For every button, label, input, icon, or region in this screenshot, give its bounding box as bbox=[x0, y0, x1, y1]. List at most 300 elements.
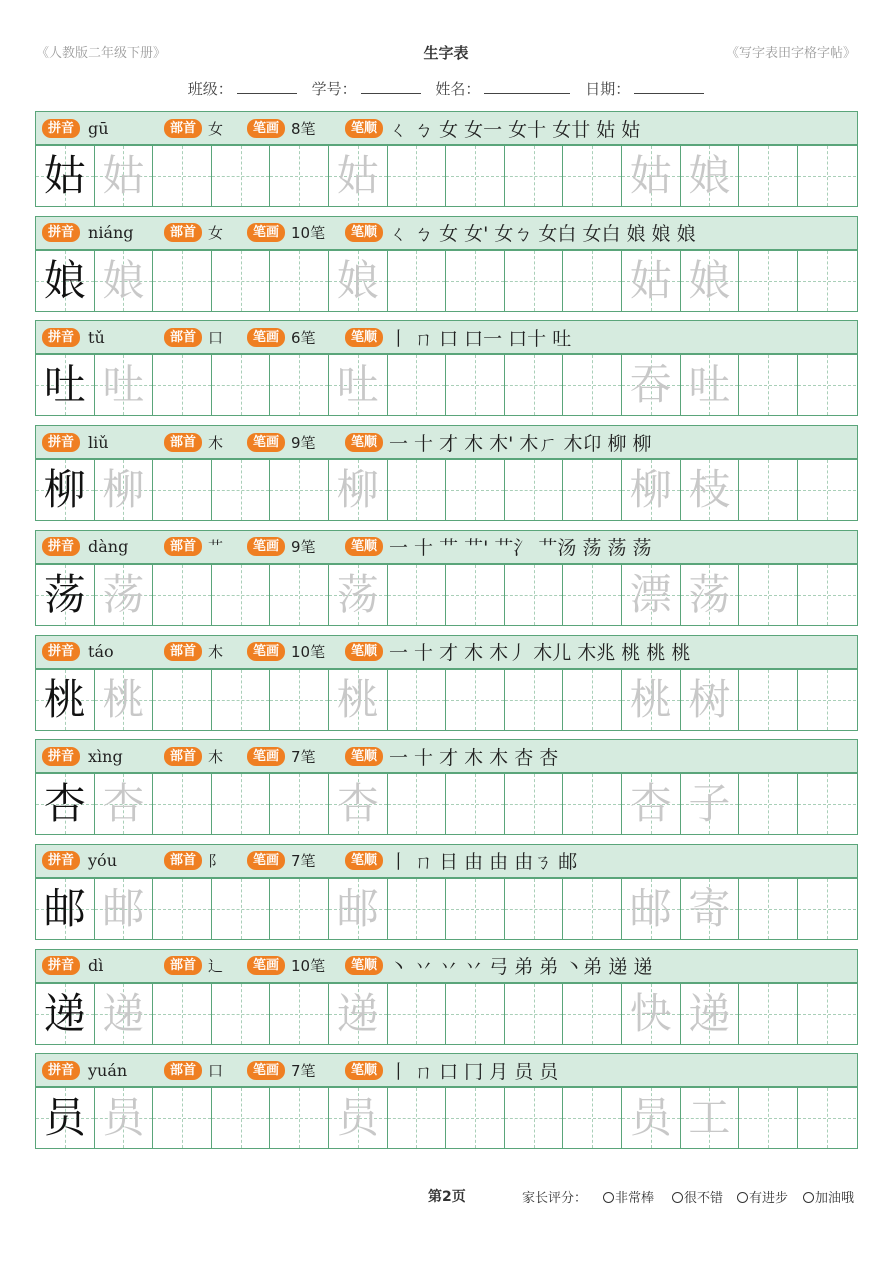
trace-word-char: 娘 bbox=[688, 151, 731, 200]
writing-cell[interactable] bbox=[36, 1088, 95, 1148]
writing-cell[interactable] bbox=[446, 984, 505, 1044]
writing-cell[interactable] bbox=[212, 984, 271, 1044]
stroke-order-value: 一 十 才 木 木' 木ㄏ 木卬 柳 柳 bbox=[389, 432, 652, 455]
writing-cell[interactable] bbox=[388, 251, 447, 311]
character-entry bbox=[35, 425, 858, 521]
date-field[interactable] bbox=[585, 80, 704, 98]
writing-cell[interactable] bbox=[681, 355, 740, 415]
pinyin-value: niáng bbox=[88, 223, 134, 243]
pinyin-value: yóu bbox=[88, 851, 117, 871]
writing-cell[interactable] bbox=[798, 565, 857, 625]
writing-cell[interactable] bbox=[36, 251, 95, 311]
parent-eval-label: 家长评分： bbox=[522, 1191, 588, 1206]
writing-cell[interactable] bbox=[798, 670, 857, 730]
stroke-order-value: 丨 ㄇ 口 冂 月 员 员 bbox=[389, 1060, 559, 1083]
writing-cell[interactable] bbox=[739, 355, 798, 415]
trace-character: 递 bbox=[336, 988, 379, 1038]
writing-cell[interactable] bbox=[212, 460, 271, 520]
writing-cell[interactable] bbox=[153, 565, 212, 625]
writing-cell[interactable] bbox=[329, 984, 388, 1044]
writing-cell[interactable] bbox=[95, 879, 154, 939]
pinyin-value: dì bbox=[88, 956, 104, 976]
strokes-tag: 笔画 bbox=[247, 1061, 285, 1080]
writing-cell[interactable] bbox=[563, 565, 622, 625]
radical-tag: 部首 bbox=[164, 956, 202, 975]
character-entry bbox=[35, 949, 858, 1045]
strokes-tag: 笔画 bbox=[247, 851, 285, 870]
pinyin-tag: 拼音 bbox=[42, 328, 80, 347]
strokes-segment bbox=[247, 531, 316, 563]
writing-cell[interactable] bbox=[798, 355, 857, 415]
radio-circle-icon[interactable] bbox=[803, 1192, 814, 1203]
writing-cell[interactable] bbox=[563, 146, 622, 206]
writing-cell[interactable] bbox=[622, 670, 681, 730]
info-bar bbox=[35, 635, 858, 669]
trace-character: 员 bbox=[102, 1093, 145, 1143]
pinyin-segment bbox=[42, 217, 134, 249]
eval-option-improved[interactable] bbox=[737, 1187, 788, 1206]
info-bar bbox=[35, 949, 858, 983]
strokes-segment bbox=[247, 321, 316, 353]
trace-word-char: 荡 bbox=[688, 569, 731, 619]
eval-option-label: 加油哦 bbox=[815, 1191, 855, 1206]
writing-cell[interactable] bbox=[270, 670, 329, 730]
writing-cell[interactable] bbox=[388, 1088, 447, 1148]
writing-cell[interactable] bbox=[739, 460, 798, 520]
trace-character: 吐 bbox=[102, 360, 145, 410]
writing-grid bbox=[35, 354, 858, 416]
trace-character: 娘 bbox=[102, 255, 145, 305]
writing-cell[interactable] bbox=[388, 879, 447, 939]
writing-cell[interactable] bbox=[329, 146, 388, 206]
trace-character: 递 bbox=[102, 988, 145, 1038]
pinyin-value: táo bbox=[88, 642, 114, 661]
writing-cell[interactable] bbox=[622, 1088, 681, 1148]
writing-cell[interactable] bbox=[36, 670, 95, 730]
trace-character: 娘 bbox=[336, 255, 379, 305]
writing-cell[interactable] bbox=[95, 146, 154, 206]
writing-cell[interactable] bbox=[739, 670, 798, 730]
strokes-value: 10笔 bbox=[291, 957, 326, 976]
stroke-order-segment bbox=[345, 217, 696, 249]
class-field[interactable] bbox=[188, 80, 297, 98]
writing-cell[interactable] bbox=[212, 879, 271, 939]
eval-option-good[interactable] bbox=[672, 1187, 723, 1206]
strokes-tag: 笔画 bbox=[247, 433, 285, 452]
trace-word-char: 递 bbox=[688, 988, 731, 1038]
writing-cell[interactable] bbox=[563, 670, 622, 730]
model-character: 姑 bbox=[43, 151, 86, 200]
pinyin-tag: 拼音 bbox=[42, 537, 80, 556]
writing-cell[interactable] bbox=[798, 984, 857, 1044]
eval-option-keep-going[interactable] bbox=[803, 1187, 854, 1206]
writing-cell[interactable] bbox=[798, 774, 857, 834]
writing-cell[interactable] bbox=[563, 984, 622, 1044]
book-title: 《人教版二年级下册》 bbox=[36, 46, 167, 61]
radical-segment bbox=[164, 217, 223, 249]
writing-cell[interactable] bbox=[270, 879, 329, 939]
writing-cell[interactable] bbox=[95, 460, 154, 520]
page-title: 生字表 bbox=[423, 44, 469, 62]
strokes-tag: 笔画 bbox=[247, 119, 285, 138]
pinyin-tag: 拼音 bbox=[42, 223, 80, 242]
pinyin-tag: 拼音 bbox=[42, 433, 80, 452]
trace-word-char: 工 bbox=[688, 1093, 731, 1143]
writing-cell[interactable] bbox=[153, 1088, 212, 1148]
writing-cell[interactable] bbox=[36, 355, 95, 415]
page-number: 第2页 bbox=[428, 1189, 466, 1205]
stroke-order-value: 丨 ㄇ 日 由 由 由ㄋ 邮 bbox=[389, 851, 578, 874]
trace-word-char: 杏 bbox=[629, 779, 672, 829]
eval-option-excellent[interactable] bbox=[603, 1187, 654, 1206]
trace-word-char: 娘 bbox=[688, 255, 731, 305]
pinyin-value: liǔ bbox=[88, 432, 109, 452]
info-bar bbox=[35, 1053, 858, 1087]
strokes-segment bbox=[247, 112, 316, 144]
stroke-order-value: 丶 丷 丷 丷 弓 弟 弟 丶弟 递 递 bbox=[389, 956, 653, 979]
writing-cell[interactable] bbox=[622, 879, 681, 939]
trace-character: 柳 bbox=[102, 465, 145, 515]
pinyin-value: dàng bbox=[88, 537, 129, 557]
writing-cell[interactable] bbox=[622, 251, 681, 311]
writing-cell[interactable] bbox=[681, 251, 740, 311]
writing-grid bbox=[35, 1087, 858, 1149]
writing-cell[interactable] bbox=[388, 146, 447, 206]
info-bar bbox=[35, 425, 858, 459]
character-entry bbox=[35, 320, 858, 416]
writing-cell[interactable] bbox=[505, 460, 564, 520]
strokes-segment bbox=[247, 1054, 316, 1086]
writing-cell[interactable] bbox=[270, 774, 329, 834]
writing-cell[interactable] bbox=[388, 565, 447, 625]
writing-cell[interactable] bbox=[270, 984, 329, 1044]
pinyin-tag: 拼音 bbox=[42, 747, 80, 766]
pinyin-segment bbox=[42, 531, 128, 563]
trace-character: 荡 bbox=[336, 569, 379, 619]
writing-cell[interactable] bbox=[505, 565, 564, 625]
writing-cell[interactable] bbox=[153, 670, 212, 730]
writing-grid bbox=[35, 669, 858, 731]
writing-cell[interactable] bbox=[798, 879, 857, 939]
writing-cell[interactable] bbox=[36, 879, 95, 939]
writing-cell[interactable] bbox=[95, 1088, 154, 1148]
pinyin-value: xìng bbox=[88, 746, 123, 766]
writing-cell[interactable] bbox=[95, 984, 154, 1044]
trace-character: 杏 bbox=[102, 779, 145, 829]
writing-cell[interactable] bbox=[446, 355, 505, 415]
trace-character: 员 bbox=[336, 1093, 379, 1143]
character-entry bbox=[35, 635, 858, 731]
strokes-value: 8笔 bbox=[291, 119, 316, 138]
radical-value: 阝 bbox=[208, 852, 224, 871]
radical-value: 女 bbox=[208, 224, 224, 243]
writing-cell[interactable] bbox=[681, 460, 740, 520]
strokes-tag: 笔画 bbox=[247, 537, 285, 556]
model-character: 吐 bbox=[43, 360, 86, 410]
stroke-order-tag: 笔顺 bbox=[345, 119, 383, 138]
writing-cell[interactable] bbox=[388, 460, 447, 520]
radical-tag: 部首 bbox=[164, 1061, 202, 1080]
writing-cell[interactable] bbox=[622, 355, 681, 415]
writing-cell[interactable] bbox=[212, 251, 271, 311]
radical-segment bbox=[164, 1054, 223, 1086]
trace-character: 桃 bbox=[102, 674, 145, 724]
writing-cell[interactable] bbox=[270, 460, 329, 520]
writing-cell[interactable] bbox=[329, 879, 388, 939]
writing-grid bbox=[35, 564, 858, 626]
writing-cell[interactable] bbox=[95, 565, 154, 625]
writing-cell[interactable] bbox=[681, 565, 740, 625]
date-label: 日期： bbox=[585, 80, 631, 98]
writing-cell[interactable] bbox=[505, 1088, 564, 1148]
radical-value: 口 bbox=[208, 1061, 224, 1080]
name-field[interactable] bbox=[435, 80, 570, 98]
writing-cell[interactable] bbox=[622, 460, 681, 520]
writing-cell[interactable] bbox=[212, 146, 271, 206]
writing-cell[interactable] bbox=[153, 355, 212, 415]
stroke-order-segment bbox=[345, 321, 571, 353]
writing-cell[interactable] bbox=[505, 984, 564, 1044]
writing-cell[interactable] bbox=[329, 355, 388, 415]
writing-cell[interactable] bbox=[446, 146, 505, 206]
radical-tag: 部首 bbox=[164, 433, 202, 452]
class-blank[interactable] bbox=[237, 79, 297, 94]
writing-cell[interactable] bbox=[95, 251, 154, 311]
radical-segment bbox=[164, 636, 223, 668]
writing-cell[interactable] bbox=[36, 984, 95, 1044]
writing-cell[interactable] bbox=[388, 355, 447, 415]
writing-cell[interactable] bbox=[36, 460, 95, 520]
number-field[interactable] bbox=[312, 80, 421, 98]
date-blank[interactable] bbox=[634, 79, 704, 94]
info-bar bbox=[35, 530, 858, 564]
writing-cell[interactable] bbox=[329, 460, 388, 520]
radical-tag: 部首 bbox=[164, 747, 202, 766]
writing-cell[interactable] bbox=[622, 984, 681, 1044]
writing-cell[interactable] bbox=[212, 1088, 271, 1148]
writing-cell[interactable] bbox=[505, 670, 564, 730]
writing-cell[interactable] bbox=[270, 565, 329, 625]
stroke-order-tag: 笔顺 bbox=[345, 642, 383, 661]
writing-cell[interactable] bbox=[505, 251, 564, 311]
writing-cell[interactable] bbox=[446, 774, 505, 834]
stroke-order-segment bbox=[345, 531, 652, 563]
writing-cell[interactable] bbox=[212, 774, 271, 834]
writing-cell[interactable] bbox=[446, 1088, 505, 1148]
trace-character: 杏 bbox=[336, 779, 379, 829]
character-entry bbox=[35, 216, 858, 312]
trace-word-char: 桃 bbox=[629, 674, 672, 724]
writing-cell[interactable] bbox=[563, 774, 622, 834]
number-blank[interactable] bbox=[361, 79, 421, 94]
writing-cell[interactable] bbox=[153, 774, 212, 834]
radical-tag: 部首 bbox=[164, 328, 202, 347]
trace-word-char: 邮 bbox=[629, 883, 672, 933]
stroke-order-tag: 笔顺 bbox=[345, 433, 383, 452]
writing-cell[interactable] bbox=[446, 460, 505, 520]
writing-cell[interactable] bbox=[153, 460, 212, 520]
radical-value: 艹 bbox=[208, 538, 224, 557]
model-character: 荡 bbox=[43, 569, 86, 619]
trace-word-char: 快 bbox=[629, 988, 672, 1038]
writing-cell[interactable] bbox=[739, 1088, 798, 1148]
writing-cell[interactable] bbox=[36, 146, 95, 206]
writing-cell[interactable] bbox=[95, 774, 154, 834]
writing-cell[interactable] bbox=[563, 1088, 622, 1148]
writing-cell[interactable] bbox=[153, 146, 212, 206]
writing-cell[interactable] bbox=[681, 670, 740, 730]
writing-grid bbox=[35, 983, 858, 1045]
trace-character: 邮 bbox=[336, 883, 379, 933]
writing-cell[interactable] bbox=[798, 146, 857, 206]
trace-character: 邮 bbox=[102, 883, 145, 933]
writing-cell[interactable] bbox=[505, 774, 564, 834]
radical-segment bbox=[164, 531, 223, 563]
pinyin-segment bbox=[42, 950, 103, 982]
eval-option-label: 有进步 bbox=[749, 1191, 789, 1206]
writing-cell[interactable] bbox=[95, 355, 154, 415]
writing-cell[interactable] bbox=[95, 670, 154, 730]
pinyin-tag: 拼音 bbox=[42, 851, 80, 870]
writing-cell[interactable] bbox=[505, 355, 564, 415]
pinyin-value: gū bbox=[88, 118, 109, 138]
writing-cell[interactable] bbox=[270, 146, 329, 206]
pinyin-segment bbox=[42, 426, 109, 458]
writing-cell[interactable] bbox=[563, 460, 622, 520]
series-title: 《写字表田字格字帖》 bbox=[725, 46, 856, 61]
stroke-order-segment bbox=[345, 1054, 558, 1086]
radical-segment bbox=[164, 112, 223, 144]
writing-cell[interactable] bbox=[446, 670, 505, 730]
writing-cell[interactable] bbox=[739, 251, 798, 311]
writing-cell[interactable] bbox=[505, 879, 564, 939]
writing-cell[interactable] bbox=[622, 146, 681, 206]
writing-cell[interactable] bbox=[270, 251, 329, 311]
model-character: 柳 bbox=[43, 465, 86, 515]
radical-tag: 部首 bbox=[164, 642, 202, 661]
writing-cell[interactable] bbox=[739, 146, 798, 206]
writing-cell[interactable] bbox=[153, 984, 212, 1044]
writing-cell[interactable] bbox=[681, 774, 740, 834]
writing-cell[interactable] bbox=[329, 1088, 388, 1148]
writing-cell[interactable] bbox=[622, 774, 681, 834]
writing-cell[interactable] bbox=[36, 565, 95, 625]
writing-cell[interactable] bbox=[739, 984, 798, 1044]
writing-cell[interactable] bbox=[798, 251, 857, 311]
writing-cell[interactable] bbox=[622, 565, 681, 625]
writing-cell[interactable] bbox=[329, 774, 388, 834]
writing-cell[interactable] bbox=[388, 774, 447, 834]
writing-cell[interactable] bbox=[681, 984, 740, 1044]
writing-cell[interactable] bbox=[388, 984, 447, 1044]
strokes-segment bbox=[247, 217, 325, 249]
writing-cell[interactable] bbox=[36, 774, 95, 834]
radical-tag: 部首 bbox=[164, 537, 202, 556]
writing-cell[interactable] bbox=[563, 251, 622, 311]
trace-character: 荡 bbox=[102, 569, 145, 619]
trace-word-char: 姑 bbox=[629, 255, 672, 305]
writing-cell[interactable] bbox=[329, 670, 388, 730]
strokes-segment bbox=[247, 950, 325, 982]
strokes-tag: 笔画 bbox=[247, 223, 285, 242]
stroke-order-value: ㄑ ㄅ 女 女' 女ㄅ 女白 女白 娘 娘 娘 bbox=[389, 223, 696, 246]
writing-cell[interactable] bbox=[329, 565, 388, 625]
model-character: 桃 bbox=[43, 674, 86, 724]
writing-cell[interactable] bbox=[681, 1088, 740, 1148]
trace-character: 吐 bbox=[336, 360, 379, 410]
strokes-value: 9笔 bbox=[291, 433, 316, 452]
character-entry bbox=[35, 1053, 858, 1149]
stroke-order-tag: 笔顺 bbox=[345, 223, 383, 242]
name-blank[interactable] bbox=[484, 79, 570, 94]
strokes-tag: 笔画 bbox=[247, 642, 285, 661]
writing-cell[interactable] bbox=[798, 460, 857, 520]
radio-circle-icon[interactable] bbox=[737, 1192, 748, 1203]
writing-cell[interactable] bbox=[329, 251, 388, 311]
strokes-value: 7笔 bbox=[291, 1061, 316, 1080]
writing-cell[interactable] bbox=[270, 355, 329, 415]
writing-cell[interactable] bbox=[505, 146, 564, 206]
model-character: 娘 bbox=[43, 255, 86, 305]
stroke-order-tag: 笔顺 bbox=[345, 537, 383, 556]
writing-cell[interactable] bbox=[270, 1088, 329, 1148]
writing-cell[interactable] bbox=[388, 670, 447, 730]
info-bar bbox=[35, 844, 858, 878]
pinyin-segment bbox=[42, 112, 109, 144]
writing-grid bbox=[35, 250, 858, 312]
writing-cell[interactable] bbox=[212, 355, 271, 415]
eval-option-label: 很不错 bbox=[684, 1191, 724, 1206]
stroke-order-value: 一 十 才 木 木 杏 杏 bbox=[389, 746, 559, 769]
trace-character: 桃 bbox=[336, 674, 379, 724]
trace-word-char: 员 bbox=[629, 1093, 672, 1143]
writing-cell[interactable] bbox=[798, 1088, 857, 1148]
writing-cell[interactable] bbox=[446, 565, 505, 625]
writing-cell[interactable] bbox=[563, 355, 622, 415]
name-label: 姓名： bbox=[435, 80, 481, 98]
strokes-value: 9笔 bbox=[291, 538, 316, 557]
pinyin-segment bbox=[42, 636, 114, 668]
writing-cell[interactable] bbox=[739, 774, 798, 834]
stroke-order-tag: 笔顺 bbox=[345, 328, 383, 347]
writing-cell[interactable] bbox=[739, 879, 798, 939]
writing-cell[interactable] bbox=[739, 565, 798, 625]
stroke-order-value: 丨 ㄇ 口 口一 口十 吐 bbox=[389, 327, 572, 350]
trace-word-char: 枝 bbox=[688, 465, 731, 515]
writing-cell[interactable] bbox=[681, 146, 740, 206]
radical-segment bbox=[164, 321, 223, 353]
radical-value: 木 bbox=[208, 747, 224, 766]
strokes-value: 7笔 bbox=[291, 852, 316, 871]
writing-cell[interactable] bbox=[563, 879, 622, 939]
radical-segment bbox=[164, 426, 223, 458]
writing-cell[interactable] bbox=[446, 879, 505, 939]
stroke-order-segment bbox=[345, 845, 577, 877]
writing-cell[interactable] bbox=[446, 251, 505, 311]
writing-cell[interactable] bbox=[153, 879, 212, 939]
radio-circle-icon[interactable] bbox=[603, 1192, 614, 1203]
writing-cell[interactable] bbox=[153, 251, 212, 311]
model-character: 递 bbox=[43, 988, 86, 1038]
strokes-segment bbox=[247, 426, 316, 458]
writing-cell[interactable] bbox=[212, 565, 271, 625]
stroke-order-value: 一 十 才 木 木丿 木儿 木兆 桃 桃 桃 bbox=[389, 642, 691, 664]
writing-cell[interactable] bbox=[212, 670, 271, 730]
eval-option-label: 非常棒 bbox=[615, 1191, 655, 1206]
radio-circle-icon[interactable] bbox=[672, 1192, 683, 1203]
writing-cell[interactable] bbox=[681, 879, 740, 939]
stroke-order-value: ㄑ ㄅ 女 女一 女十 女廿 姑 姑 bbox=[389, 118, 641, 141]
